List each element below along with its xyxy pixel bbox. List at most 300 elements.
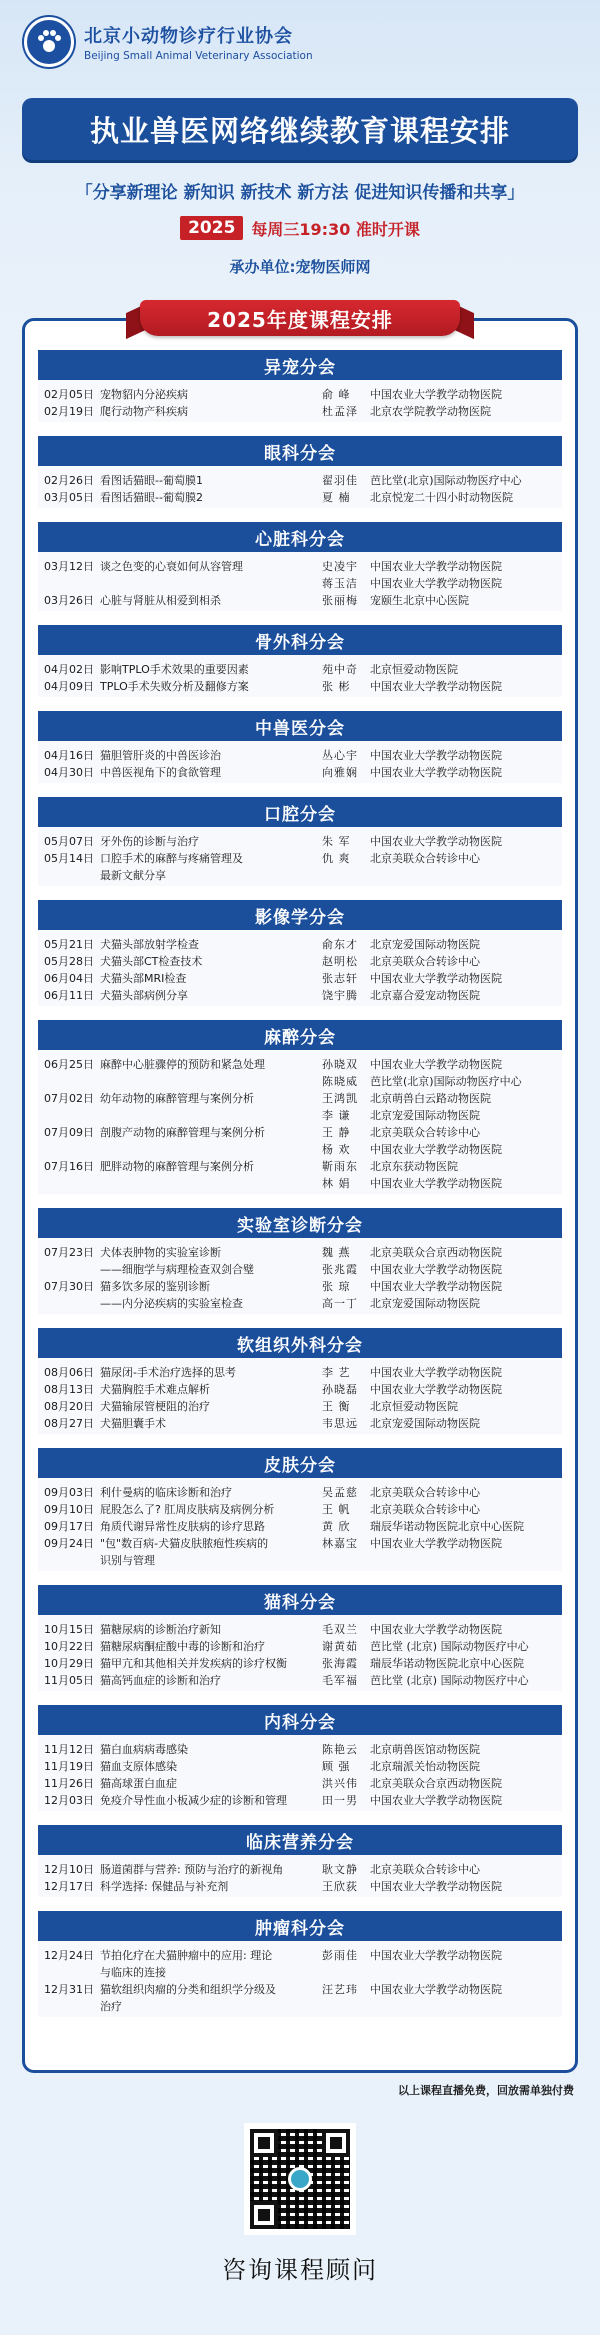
course-section [38, 711, 562, 783]
course-row [38, 1552, 562, 1569]
course-topic: 猫多饮多尿的鉴别诊断 [100, 1280, 210, 1293]
course-date: 12月24日 [44, 1949, 94, 1962]
course-org: 中国农业大学教学动物医院 [370, 1794, 502, 1807]
course-topic: 看图话猫眼--葡萄膜2 [100, 491, 203, 504]
course-org: 北京东获动物医院 [370, 1160, 458, 1173]
course-row [38, 1090, 562, 1107]
course-row [38, 1175, 562, 1192]
course-org: 北京美联众合转诊中心 [370, 1486, 480, 1499]
course-speaker: 耿文静 [322, 1863, 358, 1876]
section-title: 骨外科分会 [38, 625, 562, 655]
course-row [38, 1261, 562, 1278]
course-date: 09月24日 [44, 1537, 94, 1550]
course-row [38, 1158, 562, 1175]
course-org: 中国农业大学教学动物医院 [370, 388, 502, 401]
course-topic: 猫甲亢和其他相关并发疾病的诊疗权衡 [100, 1657, 287, 1670]
course-section [38, 625, 562, 697]
course-date: 11月05日 [44, 1674, 94, 1687]
course-speaker [322, 1964, 370, 1981]
course-speaker: 张丽梅 [322, 594, 358, 607]
course-row [38, 1775, 562, 1792]
course-org: 中国农业大学教学动物医院 [370, 1623, 502, 1636]
course-org: 北京美联众合转诊中心 [370, 1503, 480, 1516]
course-topic: 犬猫输尿管梗阻的治疗 [100, 1400, 210, 1413]
course-org: 北京农学院教学动物医院 [370, 405, 491, 418]
course-date: 06月11日 [44, 989, 94, 1002]
course-org: 瑞辰华诺动物医院北京中心医院 [370, 1657, 524, 1670]
course-topic [94, 1073, 322, 1090]
section-rows [38, 552, 562, 611]
year-badge: 2025 [180, 216, 243, 240]
section-title: 口腔分会 [38, 797, 562, 827]
course-org: 北京宠爱国际动物医院 [370, 1297, 480, 1310]
course-org: 中国农业大学教学动物医院 [370, 1537, 502, 1550]
course-speaker: 向雅娴 [322, 766, 358, 779]
course-date: 09月03日 [44, 1486, 94, 1499]
course-speaker: 王 帆 [322, 1503, 351, 1516]
course-org: 北京美联众合京西动物医院 [370, 1777, 502, 1790]
course-date: 09月17日 [44, 1520, 94, 1533]
course-topic: 猫软组织肉瘤的分类和组织学分级及 [100, 1983, 276, 1996]
course-org [370, 1964, 562, 1981]
course-date: 05月07日 [44, 835, 94, 848]
course-topic: 影响TPLO手术效果的重要因素 [100, 663, 249, 676]
course-topic: 犬猫头部CT检查技术 [100, 955, 203, 968]
course-row [38, 678, 562, 695]
course-org: 中国农业大学教学动物医院 [370, 560, 502, 573]
course-date [38, 1141, 94, 1158]
ribbon [126, 300, 474, 338]
course-org: 中国农业大学教学动物医院 [370, 1058, 502, 1071]
section-rows [38, 466, 562, 508]
section-title: 皮肤分会 [38, 1448, 562, 1478]
course-row [38, 833, 562, 850]
section-title: 影像学分会 [38, 900, 562, 930]
course-org: 北京恒爱动物医院 [370, 1400, 458, 1413]
course-org: 北京美联众合转诊中心 [370, 955, 480, 968]
course-speaker: 田一男 [322, 1794, 358, 1807]
course-org: 中国农业大学教学动物医院 [370, 1880, 502, 1893]
course-topic: 犬猫头部病例分享 [100, 989, 188, 1002]
course-row [38, 1758, 562, 1775]
course-date: 11月26日 [44, 1777, 94, 1790]
course-row [38, 850, 562, 867]
course-section [38, 1705, 562, 1811]
course-date: 02月26日 [44, 474, 94, 487]
section-title: 临床营养分会 [38, 1825, 562, 1855]
course-topic: 猫糖尿病酮症酸中毒的诊断和治疗 [100, 1640, 265, 1653]
course-row [38, 1861, 562, 1878]
consult-label: 咨询课程顾问 [222, 2256, 378, 2284]
course-section [38, 1585, 562, 1691]
course-org: 北京美联众合转诊中心 [370, 852, 480, 865]
course-date: 07月23日 [44, 1246, 94, 1259]
course-row [38, 1398, 562, 1415]
qr-logo-icon [288, 2167, 312, 2191]
course-speaker: 顾 强 [322, 1760, 351, 1773]
section-title: 肿瘤科分会 [38, 1911, 562, 1941]
course-date: 06月25日 [44, 1058, 94, 1071]
course-row [38, 1124, 562, 1141]
course-topic: 看图话猫眼--葡萄膜1 [100, 474, 203, 487]
course-speaker: 陈艳云 [322, 1743, 358, 1756]
course-date: 12月03日 [44, 1794, 94, 1807]
course-org: 北京宠爱国际动物医院 [370, 1417, 480, 1430]
course-speaker: 丛心宇 [322, 749, 358, 762]
course-speaker: 杜孟泽 [322, 405, 358, 418]
course-date: 10月29日 [44, 1657, 94, 1670]
course-topic: 最新文献分享 [100, 869, 166, 882]
course-section [38, 1825, 562, 1897]
course-topic: 猫糖尿病的诊断治疗新知 [100, 1623, 221, 1636]
course-topic: 心脏与肾脏从相爱到相杀 [100, 594, 221, 607]
course-speaker: 林 娟 [322, 1177, 351, 1190]
course-section [38, 1208, 562, 1314]
course-row [38, 1141, 562, 1158]
course-row [38, 1501, 562, 1518]
section-rows [38, 1735, 562, 1811]
schedule-line [0, 216, 600, 240]
course-date: 03月12日 [44, 560, 94, 573]
course-date [38, 575, 94, 592]
section-rows [38, 1358, 562, 1434]
course-row [38, 764, 562, 781]
course-org: 瑞辰华诺动物医院北京中心医院 [370, 1520, 524, 1533]
course-date [38, 1261, 94, 1278]
course-speaker: 谢黄茹 [322, 1640, 358, 1653]
course-date: 07月30日 [44, 1280, 94, 1293]
course-section [38, 797, 562, 886]
course-row [38, 1998, 562, 2015]
course-speaker: 夏 楠 [322, 491, 351, 504]
course-org: 中国农业大学教学动物医院 [370, 577, 502, 590]
section-rows [38, 930, 562, 1006]
course-org: 北京萌兽白云路动物医院 [370, 1092, 491, 1105]
course-speaker: 陈晓威 [322, 1075, 358, 1088]
course-topic: 犬猫胆囊手术 [100, 1417, 166, 1430]
course-speaker: 史凌宇 [322, 560, 358, 573]
course-row [38, 1295, 562, 1312]
course-row [38, 489, 562, 506]
course-org: 芭比堂(北京)国际动物医疗中心 [370, 1075, 522, 1088]
course-date: 02月05日 [44, 388, 94, 401]
course-speaker: 魏 燕 [322, 1246, 351, 1259]
schedule-time: 每周三19:30 准时开课 [251, 219, 420, 239]
course-row [38, 472, 562, 489]
course-speaker: 张 彬 [322, 680, 351, 693]
section-title: 猫科分会 [38, 1585, 562, 1615]
course-topic: 治疗 [100, 2000, 122, 2013]
course-topic: 剖腹产动物的麻醉管理与案例分析 [100, 1126, 265, 1139]
course-row [38, 867, 562, 884]
course-topic: 肥胖动物的麻醉管理与案例分析 [100, 1160, 254, 1173]
course-topic: 谈之色变的心衰如何从容管理 [100, 560, 243, 573]
course-org: 中国农业大学教学动物医院 [370, 1949, 502, 1962]
course-org: 中国农业大学教学动物医院 [370, 1143, 502, 1156]
course-row [38, 1638, 562, 1655]
course-date [38, 1175, 94, 1192]
course-speaker: 张海霞 [322, 1657, 358, 1670]
course-speaker: 苑中奇 [322, 663, 358, 676]
course-date [38, 1964, 94, 1981]
course-row [38, 1056, 562, 1073]
course-row [38, 1964, 562, 1981]
course-org: 中国农业大学教学动物医院 [370, 766, 502, 779]
course-date: 03月26日 [44, 594, 94, 607]
qr-finder [250, 2201, 278, 2229]
section-title: 异宠分会 [38, 350, 562, 380]
course-speaker [322, 1552, 370, 1569]
course-org: 芭比堂 (北京) 国际动物医疗中心 [370, 1674, 529, 1687]
course-org: 中国农业大学教学动物医院 [370, 1263, 502, 1276]
course-topic [94, 575, 322, 592]
course-topic: 科学选择: 保健品与补充剂 [100, 1880, 229, 1893]
course-row [38, 1741, 562, 1758]
course-date [38, 1107, 94, 1124]
course-date [38, 1552, 94, 1569]
course-row [38, 1981, 562, 1998]
course-speaker: 翟羽佳 [322, 474, 358, 487]
course-speaker: 王 静 [322, 1126, 351, 1139]
course-topic: "包"数百病-犬猫皮肤脓疱性疾病的 [100, 1537, 269, 1550]
course-date: 04月30日 [44, 766, 94, 779]
course-row [38, 1621, 562, 1638]
course-date: 08月13日 [44, 1383, 94, 1396]
course-row [38, 953, 562, 970]
course-speaker: 饶宇腾 [322, 989, 358, 1002]
course-row [38, 970, 562, 987]
course-row [38, 1415, 562, 1432]
course-section [38, 522, 562, 611]
course-topic [94, 1141, 322, 1158]
section-rows [38, 1855, 562, 1897]
course-topic: 犬猫头部放射学检查 [100, 938, 199, 951]
course-date: 10月22日 [44, 1640, 94, 1653]
course-topic: ——细胞学与病理检查双剑合璧 [100, 1263, 254, 1276]
course-date: 05月14日 [44, 852, 94, 865]
course-org: 中国农业大学教学动物医院 [370, 1383, 502, 1396]
course-date [38, 1295, 94, 1312]
course-row [38, 558, 562, 575]
course-speaker: 韦思远 [322, 1417, 358, 1430]
course-date: 04月02日 [44, 663, 94, 676]
course-org: 中国农业大学教学动物医院 [370, 1177, 502, 1190]
course-speaker: 仇 爽 [322, 852, 351, 865]
course-topic: 猫胆管肝炎的中兽医诊治 [100, 749, 221, 762]
course-org: 北京萌兽医馆动物医院 [370, 1743, 480, 1756]
course-topic: 幼年动物的麻醉管理与案例分析 [100, 1092, 254, 1105]
course-row [38, 403, 562, 420]
course-row [38, 1518, 562, 1535]
course-org: 宠颐生北京中心医院 [370, 594, 469, 607]
course-topic: 中兽医视角下的食欲管理 [100, 766, 221, 779]
section-title: 内科分会 [38, 1705, 562, 1735]
course-date: 08月20日 [44, 1400, 94, 1413]
course-date: 12月17日 [44, 1880, 94, 1893]
course-row [38, 987, 562, 1004]
course-date: 05月21日 [44, 938, 94, 951]
qr-pattern [250, 2129, 350, 2229]
course-speaker: 吴孟慈 [322, 1486, 358, 1499]
course-org [370, 867, 562, 884]
course-speaker: 靳雨东 [322, 1160, 358, 1173]
course-speaker: 俞 峰 [322, 388, 351, 401]
course-speaker: 彭雨佳 [322, 1949, 358, 1962]
course-topic: 犬体表肿物的实验室诊断 [100, 1246, 221, 1259]
course-speaker: 孙晓磊 [322, 1383, 358, 1396]
course-speaker: 王 衡 [322, 1400, 351, 1413]
course-topic: 利什曼病的临床诊断和治疗 [100, 1486, 232, 1499]
course-row [38, 1073, 562, 1090]
course-topic: 猫血支原体感染 [100, 1760, 177, 1773]
course-topic: 猫高钙血症的诊断和治疗 [100, 1674, 221, 1687]
course-speaker: 王欣荻 [322, 1880, 358, 1893]
course-date: 08月27日 [44, 1417, 94, 1430]
course-topic: ——内分泌疾病的实验室检查 [100, 1297, 243, 1310]
course-org: 芭比堂(北京)国际动物医疗中心 [370, 474, 522, 487]
course-section [38, 1448, 562, 1571]
association-logo [24, 17, 74, 67]
course-row [38, 1535, 562, 1552]
course-speaker: 毛军福 [322, 1674, 358, 1687]
course-org: 中国农业大学教学动物医院 [370, 835, 502, 848]
course-row [38, 747, 562, 764]
section-title: 中兽医分会 [38, 711, 562, 741]
course-topic: 口腔手术的麻醉与疼痛管理及 [100, 852, 243, 865]
course-org: 北京美联众合转诊中心 [370, 1863, 480, 1876]
course-date: 04月16日 [44, 749, 94, 762]
qr-code[interactable] [244, 2123, 356, 2235]
course-topic: 牙外伤的诊断与治疗 [100, 835, 199, 848]
course-row [38, 592, 562, 609]
course-speaker: 高一丁 [322, 1297, 358, 1310]
course-date: 07月09日 [44, 1126, 94, 1139]
course-row [38, 1655, 562, 1672]
course-row [38, 1278, 562, 1295]
course-topic: 肠道菌群与营养: 预防与治疗的新视角 [100, 1863, 284, 1876]
course-date [38, 867, 94, 884]
course-date [38, 1998, 94, 2015]
course-topic [94, 1175, 322, 1192]
section-rows [38, 1478, 562, 1571]
page-title: 执业兽医网络继续教育课程安排 [89, 113, 510, 148]
course-speaker: 毛双兰 [322, 1623, 358, 1636]
course-org: 北京悦宠二十四小时动物医院 [370, 491, 513, 504]
course-date: 12月10日 [44, 1863, 94, 1876]
course-speaker: 俞东才 [322, 938, 358, 951]
course-topic: 猫白血病病毒感染 [100, 1743, 188, 1756]
course-speaker: 蒋玉洁 [322, 577, 358, 590]
course-date: 05月28日 [44, 955, 94, 968]
section-rows [38, 655, 562, 697]
course-date: 11月19日 [44, 1760, 94, 1773]
course-row [38, 386, 562, 403]
course-date: 08月06日 [44, 1366, 94, 1379]
course-org: 中国农业大学教学动物医院 [370, 749, 502, 762]
course-topic: 宠物貂内分泌疾病 [100, 388, 188, 401]
course-topic: 识别与管理 [100, 1554, 155, 1567]
course-org: 北京瑞派关怡动物医院 [370, 1760, 480, 1773]
course-org: 中国农业大学教学动物医院 [370, 972, 502, 985]
title-banner [22, 98, 578, 160]
course-section [38, 1328, 562, 1434]
course-date: 03月05日 [44, 491, 94, 504]
course-org: 中国农业大学教学动物医院 [370, 1983, 502, 1996]
course-topic: 节拍化疗在犬猫肿瘤中的应用: 理论 [100, 1949, 273, 1962]
section-rows [38, 1615, 562, 1691]
course-row [38, 575, 562, 592]
course-speaker: 赵明松 [322, 955, 358, 968]
course-speaker: 张兆霞 [322, 1263, 358, 1276]
course-topic: 免疫介导性血小板减少症的诊断和管理 [100, 1794, 287, 1807]
course-topic: TPLO手术失败分析及翻修方案 [100, 680, 249, 693]
course-speaker: 洪兴伟 [322, 1777, 358, 1790]
course-topic: 屁股怎么了? 肛周皮肤病及病例分析 [100, 1503, 275, 1516]
course-topic: 犬猫头部MRI检查 [100, 972, 187, 985]
course-topic: 角质代谢异常性皮肤病的诊疗思路 [100, 1520, 265, 1533]
course-org [370, 1552, 562, 1569]
course-date: 07月16日 [44, 1160, 94, 1173]
course-speaker: 孙晓双 [322, 1058, 358, 1071]
course-topic: 与临床的连接 [100, 1966, 166, 1979]
course-org: 北京嘉合爱宠动物医院 [370, 989, 480, 1002]
course-speaker: 林嘉宝 [322, 1537, 358, 1550]
course-date: 12月31日 [44, 1983, 94, 1996]
course-org: 北京宠爱国际动物医院 [370, 1109, 480, 1122]
course-section [38, 1911, 562, 2017]
course-row [38, 1364, 562, 1381]
section-title: 软组织外科分会 [38, 1328, 562, 1358]
course-topic: 麻醉中心脏骤停的预防和紧急处理 [100, 1058, 265, 1071]
section-rows [38, 1050, 562, 1194]
course-speaker: 汪艺玮 [322, 1983, 358, 1996]
course-speaker: 王鸿凯 [322, 1092, 358, 1105]
course-section [38, 436, 562, 508]
section-title: 实验室诊断分会 [38, 1208, 562, 1238]
section-rows [38, 380, 562, 422]
section-rows [38, 741, 562, 783]
course-row [38, 1484, 562, 1501]
course-topic: 犬猫胸腔手术难点解析 [100, 1383, 210, 1396]
course-speaker: 朱 军 [322, 835, 351, 848]
course-section [38, 1020, 562, 1194]
course-topic: 爬行动物产科疾病 [100, 405, 188, 418]
course-org: 北京美联众合京西动物医院 [370, 1246, 502, 1259]
course-row [38, 1381, 562, 1398]
course-speaker: 李 谦 [322, 1109, 351, 1122]
course-speaker: 李 艺 [322, 1366, 351, 1379]
course-section [38, 350, 562, 422]
course-speaker: 张 琼 [322, 1280, 351, 1293]
course-row [38, 1792, 562, 1809]
course-org: 芭比堂 (北京) 国际动物医疗中心 [370, 1640, 529, 1653]
course-org: 中国农业大学教学动物医院 [370, 680, 502, 693]
course-org [370, 1998, 562, 2015]
course-speaker: 杨 欢 [322, 1143, 351, 1156]
course-row [38, 1672, 562, 1689]
course-section [38, 900, 562, 1006]
course-org: 中国农业大学教学动物医院 [370, 1280, 502, 1293]
section-rows [38, 1941, 562, 2017]
course-org: 北京美联众合转诊中心 [370, 1126, 480, 1139]
course-row [38, 1244, 562, 1261]
course-date: 11月12日 [44, 1743, 94, 1756]
section-title: 麻醉分会 [38, 1020, 562, 1050]
course-topic: 猫高球蛋白血症 [100, 1777, 177, 1790]
footnote: 以上课程直播免费，回放需单独付费 [398, 2084, 574, 2097]
course-sections [38, 350, 562, 2031]
header [24, 14, 584, 70]
